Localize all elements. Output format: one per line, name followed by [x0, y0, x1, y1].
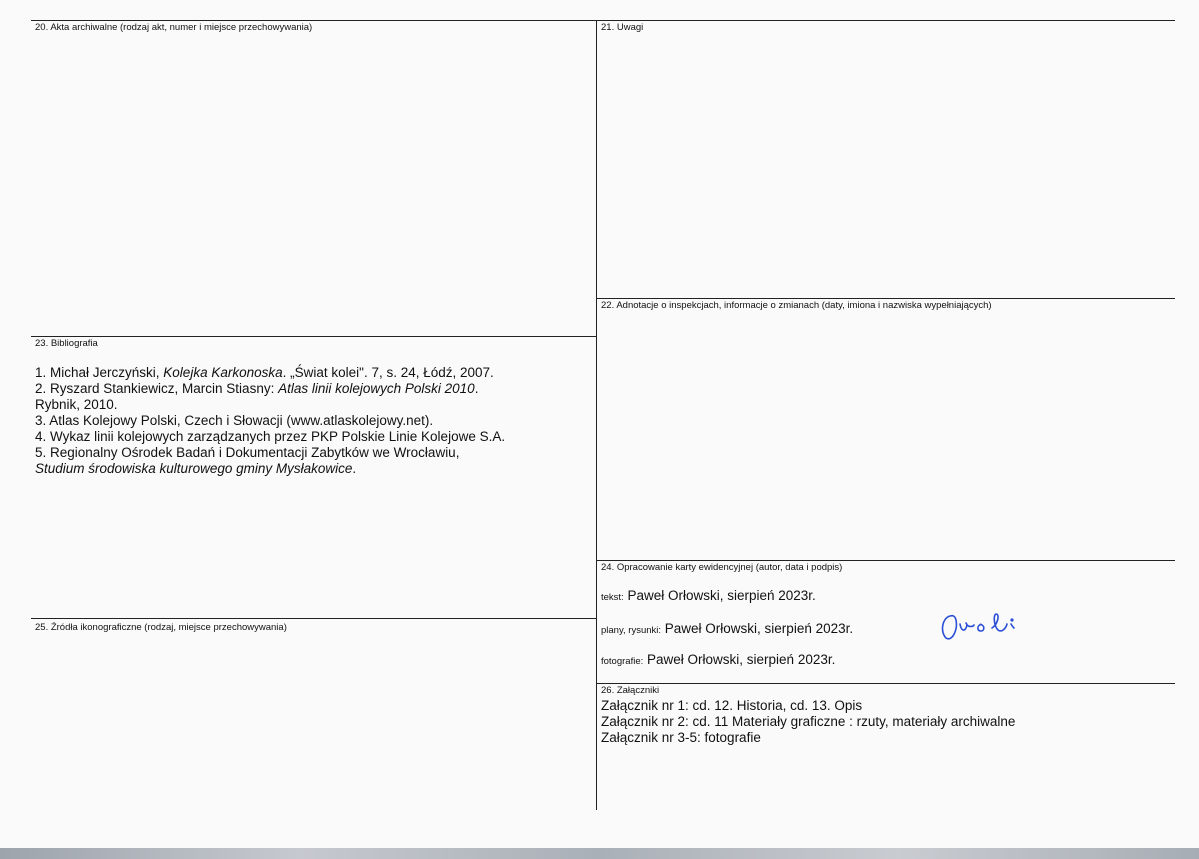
author-plans-row	[601, 621, 853, 639]
bibliography-item-2: 2. Ryszard Stankiewicz, Marcin Stiasny: Atlas linii kolejowych Polski 2010.	[35, 381, 479, 396]
divider-25	[31, 618, 596, 619]
author-text-value: Paweł Orłowski, sierpień 2023r.	[627, 588, 816, 603]
attachment-item-2: Załącznik nr 2: cd. 11 Materiały graficzne : rzuty, materiały archiwalne	[601, 714, 1016, 729]
signature-icon	[936, 610, 1046, 644]
section-22-label: 22. Adnotacje o inspekcjach, informacje o zmianach (daty, imiona i nazwiska wypełniających)	[601, 300, 992, 311]
divider-26	[596, 683, 1175, 684]
divider-22	[596, 298, 1175, 299]
bibliography-item-3: 3. Atlas Kolejowy Polski, Czech i Słowacji (www.atlaskolejowy.net).	[35, 413, 434, 428]
scan-bottom-edge	[0, 848, 1199, 859]
attachment-item-1: Załącznik nr 1: cd. 12. Historia, cd. 13. Opis	[601, 698, 863, 713]
bibliography-item-5: 5. Regionalny Ośrodek Badań i Dokumentacji Zabytków we Wrocławiu,	[35, 445, 460, 460]
author-plans-label: plany, rysunki:	[601, 625, 662, 636]
author-plans-value: Paweł Orłowski, sierpień 2023r.	[664, 621, 854, 636]
bibliography-item-4: 4. Wykaz linii kolejowych zarządzanych przez PKP Polskie Linie Kolejowe S.A.	[35, 429, 506, 444]
section-23-label: 23. Bibliografia	[35, 338, 98, 349]
bibliography-item-5-cont: Studium środowiska kulturowego gminy Mysłakowice.	[35, 461, 357, 476]
column-divider	[596, 20, 597, 810]
author-text-label: tekst:	[601, 592, 624, 603]
bibliography-list	[35, 365, 505, 477]
attachments-list	[601, 698, 1015, 746]
bibliography-item-2-cont: Rybnik, 2010.	[35, 397, 118, 412]
bibliography-item-1: 1. Michał Jerczyński, Kolejka Karkonoska. „Świat kolei". 7, s. 24, Łódź, 2007.	[35, 365, 494, 380]
author-photos-value: Paweł Orłowski, sierpień 2023r.	[647, 652, 836, 667]
divider-23	[31, 336, 596, 337]
section-24-label: 24. Opracowanie karty ewidencyjnej (autor, data i podpis)	[601, 562, 843, 573]
divider-24	[596, 560, 1175, 561]
author-photos-label: fotografie:	[601, 656, 644, 667]
section-21-label: 21. Uwagi	[601, 22, 644, 33]
section-26-label: 26. Załączniki	[601, 685, 660, 696]
top-border-line	[31, 20, 1175, 21]
section-20-label: 20. Akta archiwalne (rodzaj akt, numer i miejsce przechowywania)	[35, 22, 313, 33]
attachment-item-3: Załącznik nr 3-5: fotografie	[601, 730, 761, 745]
section-25-label: 25. Źródła ikonograficzne (rodzaj, miejsce przechowywania)	[35, 622, 287, 633]
author-text-row	[601, 588, 816, 606]
author-photos-row	[601, 652, 835, 670]
